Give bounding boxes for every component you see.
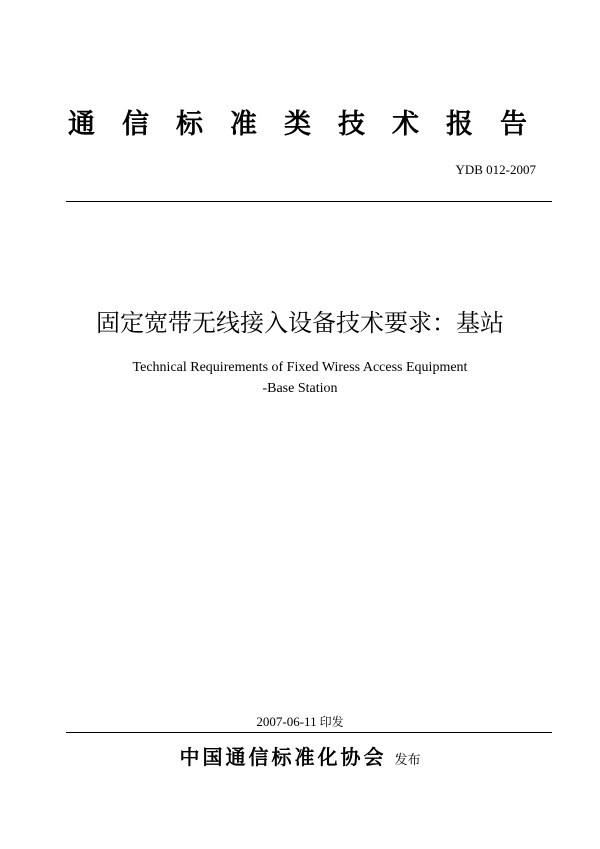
top-divider <box>66 201 552 202</box>
document-number: YDB 012-2007 <box>455 162 536 177</box>
print-note: 印发 <box>319 715 344 729</box>
document-title-english-line1: Technical Requirements of Fixed Wiress Access Equipment <box>132 360 468 375</box>
print-info <box>0 714 600 731</box>
publisher-name: 中国通信标准化协会 <box>179 745 387 769</box>
document-title-english-line2: -Base Station <box>262 381 338 396</box>
publish-note: 发布 <box>394 753 421 768</box>
report-series-title: 通信标准类技术报告 <box>68 109 554 140</box>
document-title-chinese: 固定宽带无线接入设备技术要求：基站 <box>96 309 504 337</box>
print-date: 2007-06-11 <box>256 714 317 729</box>
publisher-info <box>0 744 600 774</box>
bottom-divider <box>66 732 552 733</box>
